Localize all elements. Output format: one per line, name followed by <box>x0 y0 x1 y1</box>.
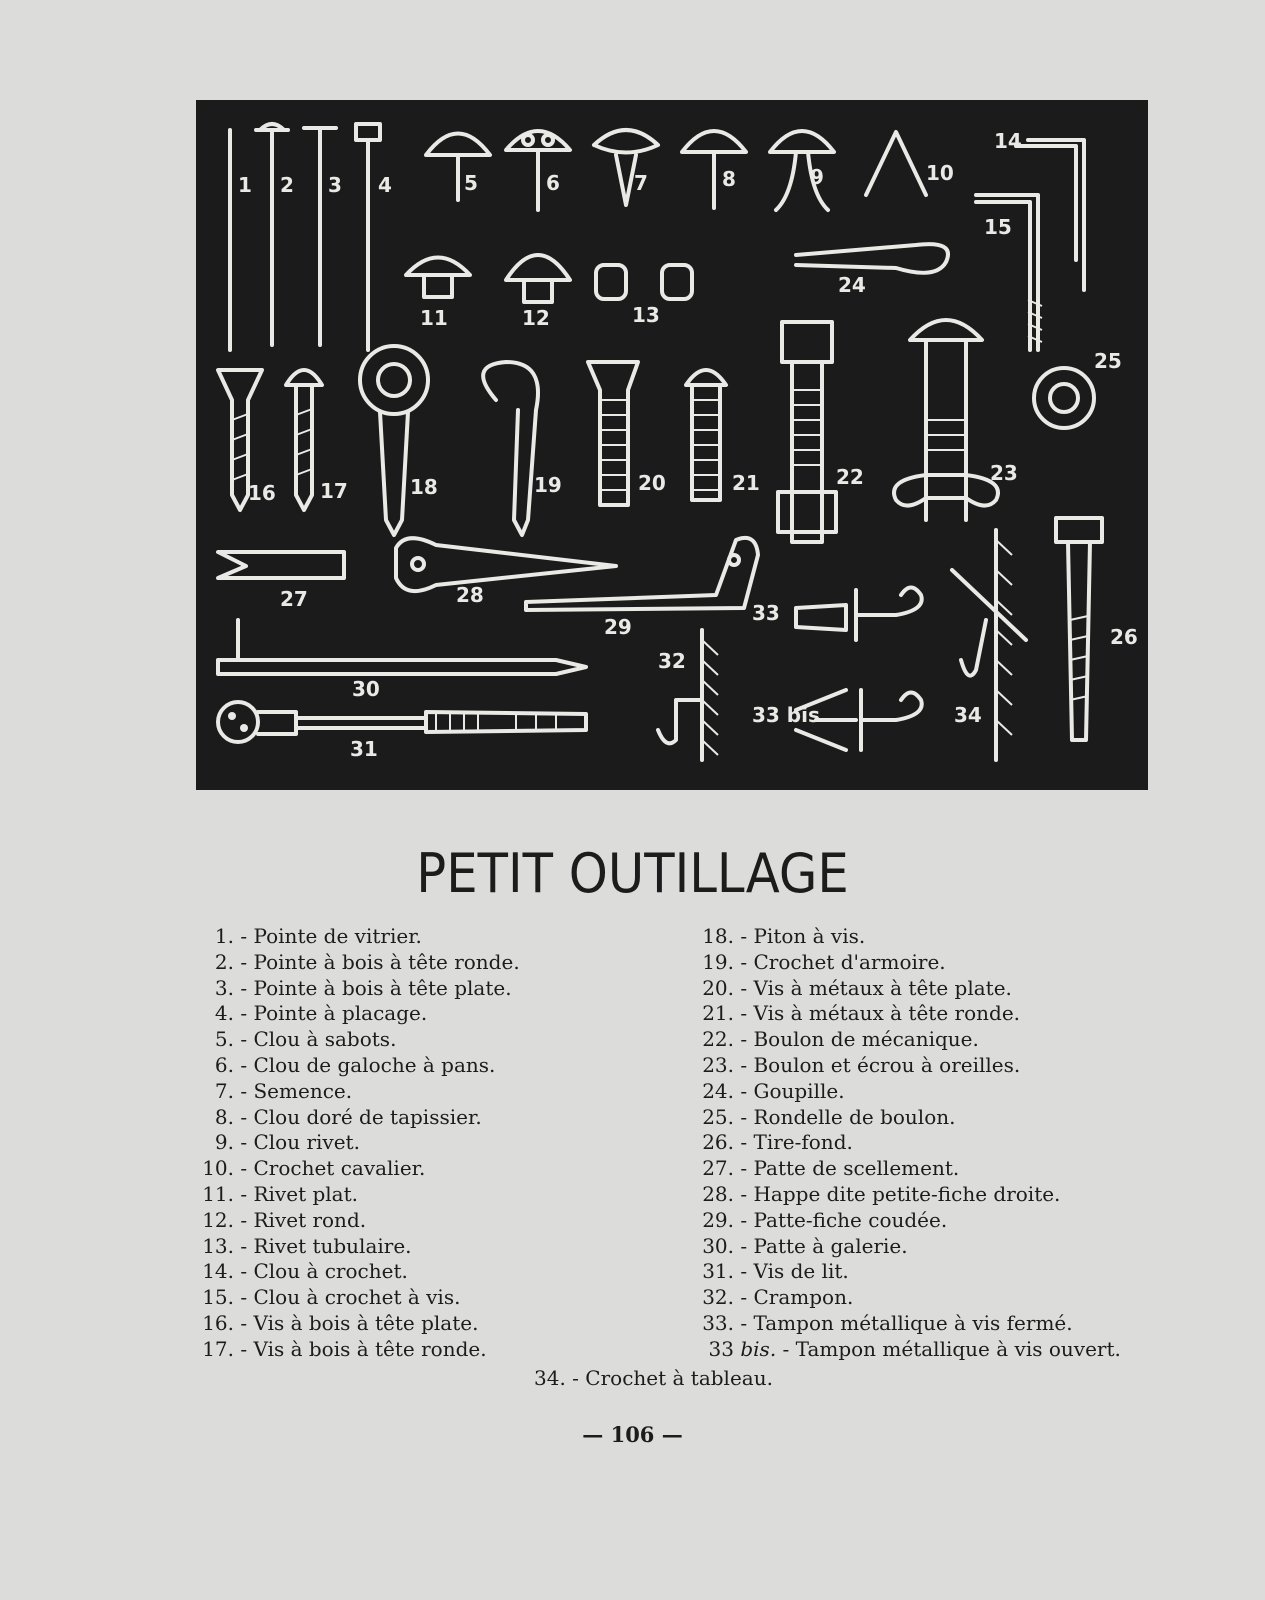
figure-label-16: 16 <box>248 481 276 505</box>
tampon-33 <box>796 588 922 641</box>
hardware-drawings <box>196 100 1148 790</box>
clou-8 <box>682 131 746 208</box>
list-item: 31. - Vis de lit. <box>702 1259 849 1284</box>
nail-3 <box>304 128 336 345</box>
figure-label-23: 23 <box>990 461 1018 485</box>
list-item: 4. - Pointe à placage. <box>214 1001 428 1026</box>
list-item: 23. - Boulon et écrou à oreilles. <box>702 1052 1021 1077</box>
figure-label-21: 21 <box>732 471 760 495</box>
list-item: 9. - Clou rivet. <box>214 1130 360 1155</box>
boulon-22 <box>778 322 836 542</box>
figure-label-2: 2 <box>280 173 294 197</box>
list-item: 17. - Vis à bois à tête ronde. <box>202 1336 487 1361</box>
list-item: 18. - Piton à vis. <box>702 924 866 948</box>
legend-list-right <box>690 924 1121 1363</box>
crochet-19 <box>483 362 538 535</box>
crochet-10 <box>866 132 926 195</box>
figure-label-3: 3 <box>328 173 342 197</box>
figure-label-1: 1 <box>238 173 252 197</box>
figure-label-22: 22 <box>836 465 864 489</box>
piton-18 <box>360 346 428 535</box>
figure-label-31: 31 <box>350 737 378 761</box>
list-item-34: 34. - Crochet à tableau. <box>534 1366 773 1390</box>
figure-label-26: 26 <box>1110 625 1138 649</box>
list-item: 12. - Rivet rond. <box>202 1207 367 1232</box>
figure-label-14: 14 <box>994 129 1022 153</box>
goupille-24 <box>796 244 948 273</box>
figure-label-7: 7 <box>634 171 648 195</box>
figure-label-20: 20 <box>638 471 666 495</box>
clou-6 <box>506 131 570 210</box>
figure-label-34: 34 <box>954 703 982 727</box>
figure-label-25: 25 <box>1094 349 1122 373</box>
figure-label-29: 29 <box>604 615 632 639</box>
list-item: 20. - Vis à métaux à tête plate. <box>702 975 1012 1000</box>
list-item: 27. - Patte de scellement. <box>702 1156 960 1181</box>
list-item: 3. - Pointe à bois à tête plate. <box>214 975 512 1000</box>
hardware-illustration <box>196 100 1148 790</box>
list-item: 10. - Crochet cavalier. <box>202 1156 426 1181</box>
vis-17 <box>286 370 322 510</box>
list-item: 11. - Rivet plat. <box>202 1181 358 1206</box>
boulon-23 <box>894 320 998 520</box>
list-item: 33. - Tampon métallique à vis fermé. <box>702 1310 1073 1335</box>
rivet-13 <box>596 265 692 299</box>
happe-28 <box>396 538 616 591</box>
list-item: 26. - Tire-fond. <box>702 1130 853 1155</box>
figure-label-15: 15 <box>984 215 1012 239</box>
patte-30 <box>218 620 586 674</box>
list-item: 30. - Patte à galerie. <box>702 1233 908 1258</box>
rondelle-25 <box>1034 368 1094 428</box>
figure-label-13: 13 <box>632 303 660 327</box>
figure-label-32: 32 <box>658 649 686 673</box>
page-title: PETIT OUTILLAGE <box>416 842 849 905</box>
clou-9 <box>770 131 834 210</box>
figure-label-11: 11 <box>420 306 448 330</box>
tire-fond-26 <box>1056 518 1102 740</box>
list-item: 2. - Pointe à bois à tête ronde. <box>214 949 520 974</box>
rivet-12 <box>506 255 570 302</box>
nail-2 <box>256 124 288 345</box>
list-item: 16. - Vis à bois à tête plate. <box>202 1310 479 1335</box>
clou-14 <box>1016 140 1084 290</box>
list-item: 25. - Rondelle de boulon. <box>702 1104 956 1129</box>
list-item: 24. - Goupille. <box>702 1078 845 1103</box>
figure-label-18: 18 <box>410 475 438 499</box>
figure-label-12: 12 <box>522 306 550 330</box>
patte-fiche-29 <box>526 538 758 610</box>
nail-4 <box>356 124 380 350</box>
figure-label-9: 9 <box>810 165 824 189</box>
patte-27 <box>218 552 344 578</box>
clou-7 <box>594 130 658 205</box>
figure-label-4: 4 <box>378 173 392 197</box>
list-item: 15. - Clou à crochet à vis. <box>202 1285 461 1310</box>
list-item: 7. - Semence. <box>214 1078 353 1103</box>
figure-label-28: 28 <box>456 583 484 607</box>
figure-label-8: 8 <box>722 167 736 191</box>
figure-label-17: 17 <box>320 479 348 503</box>
figure-label-27: 27 <box>280 587 308 611</box>
list-item: 33 bis. - Tampon métallique à vis ouvert. <box>708 1336 1121 1361</box>
list-item: 21. - Vis à métaux à tête ronde. <box>702 1001 1021 1026</box>
figure-label-10: 10 <box>926 161 954 185</box>
legend-list-left <box>190 924 520 1363</box>
clou-5 <box>426 134 490 201</box>
figure-label-24: 24 <box>838 273 866 297</box>
list-item: 19. - Crochet d'armoire. <box>702 949 946 974</box>
vis-20 <box>588 362 638 505</box>
list-item: 5. - Clou à sabots. <box>214 1027 397 1052</box>
list-item: 22. - Boulon de mécanique. <box>702 1027 979 1052</box>
figure-label-30: 30 <box>352 677 380 701</box>
list-item: 32. - Crampon. <box>702 1285 854 1310</box>
list-item: 29. - Patte-fiche coudée. <box>702 1207 948 1232</box>
list-item: 13. - Rivet tubulaire. <box>202 1233 412 1258</box>
figure-label-6: 6 <box>546 171 560 195</box>
vis-21 <box>686 370 726 500</box>
figure-label-5: 5 <box>464 171 478 195</box>
vis-lit-31 <box>218 702 586 742</box>
figure-label-19: 19 <box>534 473 562 497</box>
list-item: 28. - Happe dite petite-fiche droite. <box>702 1181 1061 1206</box>
list-item: 6. - Clou de galoche à pans. <box>214 1052 496 1077</box>
list-item: 14. - Clou à crochet. <box>202 1259 408 1284</box>
page-number: — 106 — <box>582 1422 683 1447</box>
figure-label-33bis: 33 bis <box>752 703 820 727</box>
list-item: 8. - Clou doré de tapissier. <box>214 1104 482 1129</box>
figure-label-33: 33 <box>752 601 780 625</box>
list-item: 1. - Pointe de vitrier. <box>214 924 422 948</box>
rivet-11 <box>406 258 470 298</box>
